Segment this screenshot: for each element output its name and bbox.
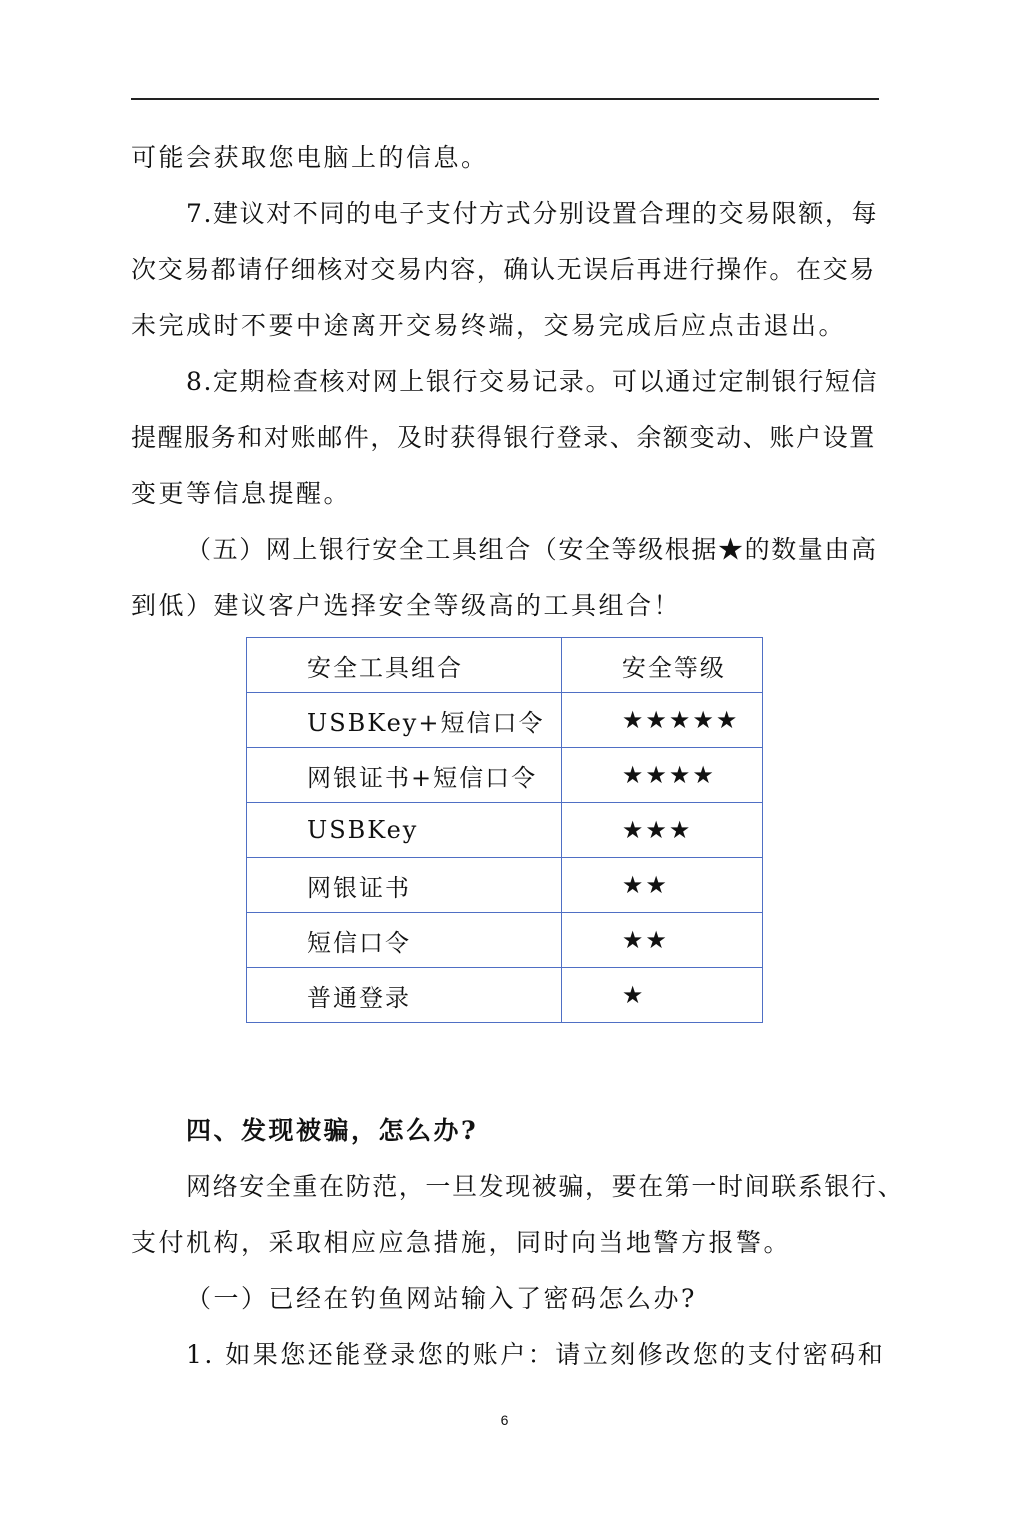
header-rule bbox=[131, 98, 879, 100]
paragraph-line: 次交易都请仔细核对交易内容，确认无误后再进行操作。在交易 bbox=[131, 255, 876, 284]
page-number: 6 bbox=[500, 1412, 509, 1428]
table-header-row bbox=[247, 638, 763, 693]
paragraph-line: 变更等信息提醒。 bbox=[131, 479, 352, 508]
subsection-heading: （一）已经在钓鱼网站输入了密码怎么办? bbox=[186, 1284, 697, 1313]
paragraph-line: 提醒服务和对账邮件，及时获得银行登录、余额变动、账户设置 bbox=[131, 423, 876, 452]
table-header-level: 安全等级 bbox=[561, 638, 762, 693]
table-row bbox=[247, 803, 763, 858]
paragraph-line: 1. 如果您还能登录您的账户：请立刻修改您的支付密码和 bbox=[186, 1340, 886, 1369]
level-cell: ★★ bbox=[561, 913, 762, 968]
level-cell: ★★★ bbox=[561, 803, 762, 858]
level-cell: ★ bbox=[561, 968, 762, 1023]
paragraph-line: 可能会获取您电脑上的信息。 bbox=[131, 143, 489, 172]
tool-cell: USBKey bbox=[247, 803, 562, 858]
tool-cell: 普通登录 bbox=[247, 968, 562, 1023]
level-cell: ★★★★★ bbox=[561, 693, 762, 748]
tool-cell: USBKey+短信口令 bbox=[247, 693, 562, 748]
paragraph-line: 7.建议对不同的电子支付方式分别设置合理的交易限额，每 bbox=[186, 199, 879, 228]
table-header-tool: 安全工具组合 bbox=[247, 638, 562, 693]
table-row bbox=[247, 858, 763, 913]
tool-cell: 网银证书 bbox=[247, 858, 562, 913]
table-row bbox=[247, 693, 763, 748]
tool-cell: 网银证书+短信口令 bbox=[247, 748, 562, 803]
paragraph-line: 支付机构，采取相应应急措施，同时向当地警方报警。 bbox=[131, 1228, 792, 1257]
level-cell: ★★★★ bbox=[561, 748, 762, 803]
paragraph-line: 网络安全重在防范，一旦发现被骗，要在第一时间联系银行、 bbox=[186, 1172, 905, 1201]
tool-cell: 短信口令 bbox=[247, 913, 562, 968]
paragraph-line: （五）网上银行安全工具组合（安全等级根据★的数量由高 bbox=[186, 535, 878, 564]
table-row bbox=[247, 968, 763, 1023]
security-tool-table bbox=[246, 637, 763, 1023]
paragraph-line: 未完成时不要中途离开交易终端，交易完成后应点击退出。 bbox=[131, 311, 847, 340]
table-row bbox=[247, 913, 763, 968]
section-heading: 四、发现被骗，怎么办? bbox=[186, 1116, 479, 1145]
paragraph-line: 8.定期检查核对网上银行交易记录。可以通过定制银行短信 bbox=[186, 367, 879, 396]
paragraph-line: 到低）建议客户选择安全等级高的工具组合！ bbox=[131, 591, 682, 620]
table-row bbox=[247, 748, 763, 803]
level-cell: ★★ bbox=[561, 858, 762, 913]
